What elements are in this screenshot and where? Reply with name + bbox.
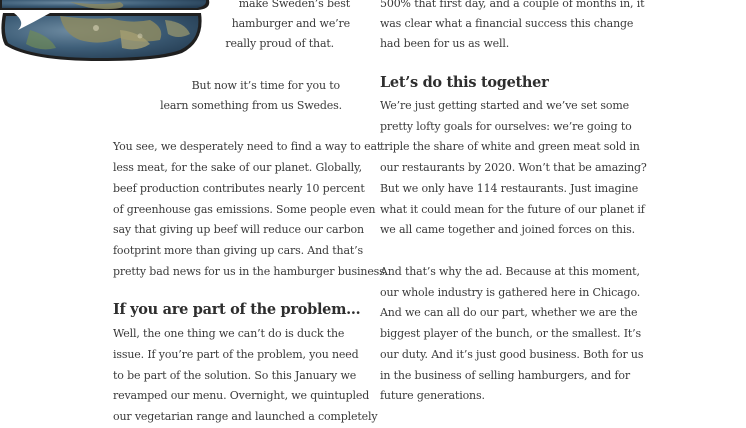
earth-bubble-image (0, 0, 230, 62)
body-line: And that’s why the ad. Because at this moment, (380, 265, 640, 278)
body-line: of greenhouse gas emissions. Some people even (113, 203, 376, 216)
body-line: pretty bad news for us in the hamburger business. (113, 265, 389, 278)
section-heading-problem: If you are part of the problem… (113, 301, 361, 318)
section-heading-together: Let’s do this together (380, 74, 549, 91)
body-line: But we only have 114 restaurants. Just imagine (380, 182, 639, 195)
body-line: our vegetarian range and launched a completely (113, 410, 378, 423)
intro-line: hamburger and we’re (231, 17, 350, 30)
body-line: was clear what a financial success this change (380, 17, 634, 30)
body-line: our duty. And it’s just good business. Both for us (380, 348, 644, 361)
body-line: issue. If you’re part of the problem, you need (113, 348, 359, 361)
body-line: We’re just getting started and we’ve set some (380, 99, 629, 112)
body-line: say that giving up beef will reduce our carbon (113, 223, 364, 236)
body-line: biggest player of the bunch, or the smallest. It’s (380, 327, 641, 340)
body-line: future generations. (380, 389, 485, 402)
body-line: triple the share of white and green meat sold in (380, 140, 640, 153)
body-line: less meat, for the sake of our planet. Globally, (113, 161, 362, 174)
body-line: what it could mean for the future of our planet if (380, 203, 645, 216)
body-line: in the business of selling hamburgers, and for (380, 369, 630, 382)
body-line: beef production contributes nearly 10 percent (113, 182, 365, 195)
body-line: our restaurants by 2020. Won’t that be amazing? (380, 161, 647, 174)
body-line: footprint more than giving up cars. And that’s (113, 244, 363, 257)
intro-line: really proud of that. (225, 37, 334, 50)
body-line: had been for us as well. (380, 37, 510, 50)
body-line: Well, the one thing we can’t do is duck the (113, 327, 345, 340)
body-line: You see, we desperately need to find a way to eat (113, 140, 382, 153)
body-line: pretty lofty goals for ourselves: we’re going to (380, 120, 632, 133)
body-line: our whole industry is gathered here in Chicago. (380, 286, 641, 299)
body-line: we all came together and joined forces on this. (380, 223, 635, 236)
body-line: to be part of the solution. So this January we (113, 369, 357, 382)
pull-quote-line: learn something from us Swedes. (160, 99, 342, 112)
body-line: revamped our menu. Overnight, we quintupled (113, 389, 370, 402)
pull-quote-line: But now it’s time for you to (191, 79, 340, 92)
body-line: 500% that first day, and a couple of months in, it (380, 0, 645, 10)
intro-line: make Sweden’s best (238, 0, 350, 10)
body-line: And we can all do our part, whether we are the (380, 306, 638, 319)
